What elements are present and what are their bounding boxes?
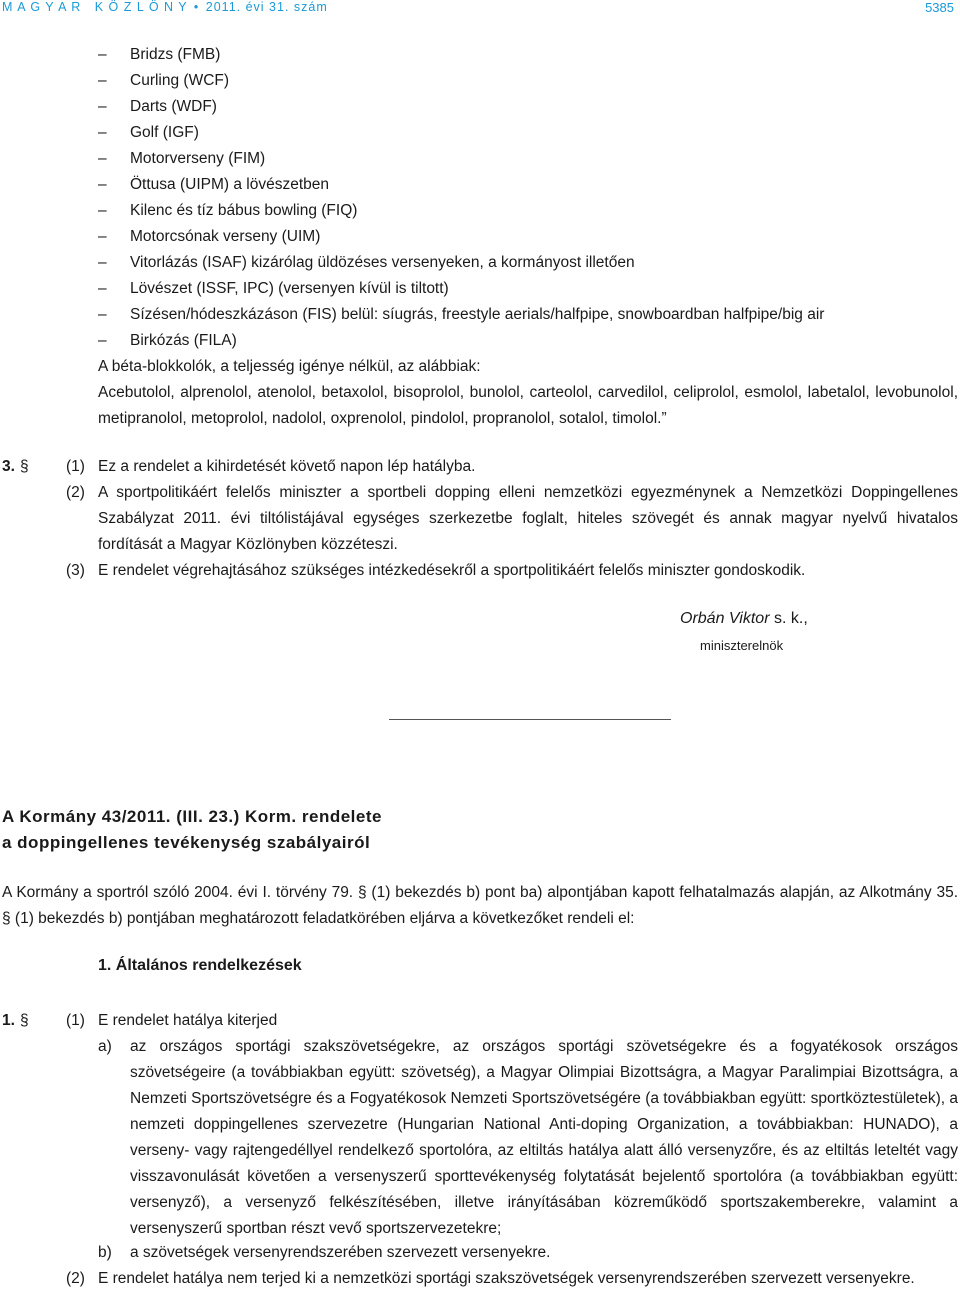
dash-marker: – — [98, 306, 107, 323]
dash-marker: – — [98, 98, 107, 115]
list-item-text: Golf (IGF) — [130, 124, 199, 141]
paragraph-text: E rendelet végrehajtásához szükséges intézkedésekről a sportpolitikáért felelős miniszter gondoskodik. — [98, 562, 806, 579]
list-item — [98, 276, 958, 302]
paragraph-number: (2) — [66, 1270, 85, 1287]
dash-marker: – — [98, 72, 107, 89]
section-3-sign: § — [20, 458, 29, 475]
list-item — [98, 250, 958, 276]
point-a — [98, 1034, 958, 1242]
list-item — [98, 42, 958, 68]
dash-marker: – — [98, 176, 107, 193]
list-item-text: Motorverseny (FIM) — [130, 150, 266, 167]
dash-marker: – — [98, 332, 107, 349]
dash-marker: – — [98, 124, 107, 141]
paragraph-number: (1) — [66, 458, 85, 475]
list-item — [98, 94, 958, 120]
running-head — [2, 0, 328, 14]
signatory-name: Orbán Viktor — [680, 610, 770, 627]
decree-title-line-2: a doppingellenes tevékenység szabályairól — [2, 833, 371, 852]
journal-title: M A G Y A R K Ö Z L Ö N Y — [2, 0, 188, 14]
section-3-paragraph-2 — [66, 480, 958, 558]
paragraph-number: (1) — [66, 1012, 85, 1029]
paragraph-text: A sportpolitikáért felelős miniszter a sportbeli dopping elleni nemzetközi egyezménynek a Nemzetközi Doppingellenes Szabályzat 2011. évi tiltólistájával egységes szerkezetbe foglalt, hiteles szövegét és annak magyar nyelvű hivatalos fordítását a Magyar Közlönyben közzéteszi. — [98, 484, 958, 553]
page-header — [0, 0, 960, 18]
dash-marker: – — [98, 228, 107, 245]
dash-marker: – — [98, 202, 107, 219]
section-1-number: 1. — [2, 1012, 15, 1029]
list-item-text: Darts (WDF) — [130, 98, 217, 115]
point-label: b) — [98, 1244, 112, 1261]
section-3-paragraph-3 — [66, 558, 958, 584]
chapter-heading: 1. Általános rendelkezések — [98, 957, 302, 974]
list-item-text: Lövészet (ISSF, IPC) (versenyen kívül is tiltott) — [130, 280, 449, 297]
signatory — [680, 610, 808, 628]
paragraph-text: Ez a rendelet a kihirdetését követő napon lép hatályba. — [98, 458, 476, 475]
dash-marker: – — [98, 280, 107, 297]
section-3-number: 3. — [2, 458, 15, 475]
bullet-separator: • — [193, 0, 200, 14]
list-item — [98, 224, 958, 250]
paragraph-text: E rendelet hatálya nem terjed ki a nemzetközi sportági szakszövetségek versenyrendszerében szervezett versenyekre. — [98, 1270, 915, 1287]
beta-blockers-intro: A béta-blokkolók, a teljesség igénye nélkül, az alábbiak: — [98, 358, 481, 375]
paragraph-number: (3) — [66, 562, 85, 579]
list-item — [98, 328, 958, 354]
list-item — [98, 146, 958, 172]
point-label: a) — [98, 1038, 112, 1055]
beta-blockers-list: Acebutolol, alprenolol, atenolol, betaxolol, bisoprolol, bunolol, carteolol, carvedilol, celiprolol, esmolol, labetalol, levobunolol, metipranolol, metoprolol, nadolol, oxprenolol, pindolol, propranolol, sotalol, timolol.” — [98, 384, 958, 427]
list-item — [98, 120, 958, 146]
list-item-text: Kilenc és tíz bábus bowling (FIQ) — [130, 202, 358, 219]
list-item-text: Bridzs (FMB) — [130, 46, 221, 63]
point-b — [98, 1240, 958, 1266]
list-item-text: Vitorlázás (ISAF) kizárólag üldözéses versenyeken, a kormányost illetően — [130, 254, 635, 271]
dash-marker: – — [98, 254, 107, 271]
signatory-title: miniszterelnök — [700, 638, 784, 653]
list-item — [98, 172, 958, 198]
list-item-text: Birkózás (FILA) — [130, 332, 237, 349]
point-text: a szövetségek versenyrendszerében szervezett versenyekre. — [130, 1244, 551, 1261]
list-item — [98, 302, 958, 328]
signatory-suffix: s. k., — [769, 610, 808, 627]
separator-rule — [389, 719, 671, 720]
list-item-text: Öttusa (UIPM) a lövészetben — [130, 176, 329, 193]
section-1-sign: § — [20, 1012, 29, 1029]
list-item-text: Sízésen/hódeszkázáson (FIS) belül: síugrás, freestyle aerials/halfpipe, snowboardban halfpipe/big air — [130, 306, 825, 323]
paragraph-text: E rendelet hatálya kiterjed — [98, 1012, 278, 1029]
paragraph-number: (2) — [66, 484, 85, 501]
sports-list — [98, 42, 958, 354]
decree-preamble: A Kormány a sportról szóló 2004. évi I. törvény 79. § (1) bekezdés b) pont ba) alpontjában kapott felhatalmazás alapján, az Alkotmány 35. § (1) bekezdés b) pontjában meghatározott feladatkörében eljárva a következőket rendeli el: — [2, 884, 958, 927]
list-item — [98, 198, 958, 224]
dash-marker: – — [98, 150, 107, 167]
page-number: 5385 — [925, 0, 954, 15]
section-3-paragraph-1 — [66, 454, 958, 480]
section-1-paragraph-2 — [66, 1266, 958, 1292]
section-1-paragraph-1 — [66, 1008, 958, 1034]
dash-marker: – — [98, 46, 107, 63]
decree-title-line-1: A Kormány 43/2011. (III. 23.) Korm. rendelete — [2, 807, 382, 826]
list-item-text: Motorcsónak verseny (UIM) — [130, 228, 321, 245]
point-text: az országos sportági szakszövetségekre, az országos sportági szövetségekre és a fogyatékosok országos szövetségeire (a továbbiakban együtt: szövetség), a Magyar Olimpiai Bizottságra, a Magyar Paralimpiai Bizottságra, a Nemzeti Sportszövetségre és a Fogyatékosok Nemzeti Sportszövetségére (a továbbiakban együtt: sportköztestületek), a nemzeti doppingellenes szervezetre (Hungarian National Anti-doping Organization, a továbbiakban: HUNADO), a verseny- vagy rajtengedéllyel rendelkező sportolóra, az eltiltás hatálya alatt álló versenyzőre, és az eltiltás leteltét vagy visszavonulását követően a versenyszerű sporttevékenység folytatását bejelentő sportolóra (a továbbiakban együtt: versenyző), a versenyző felkészítésében, illetve irányításában közreműködő sportszakemberekre, valamint a versenyszerű sportban részt vevő sportszervezetekre; — [130, 1038, 958, 1237]
list-item-text: Curling (WCF) — [130, 72, 230, 89]
issue-label: 2011. évi 31. szám — [205, 0, 328, 14]
list-item — [98, 68, 958, 94]
